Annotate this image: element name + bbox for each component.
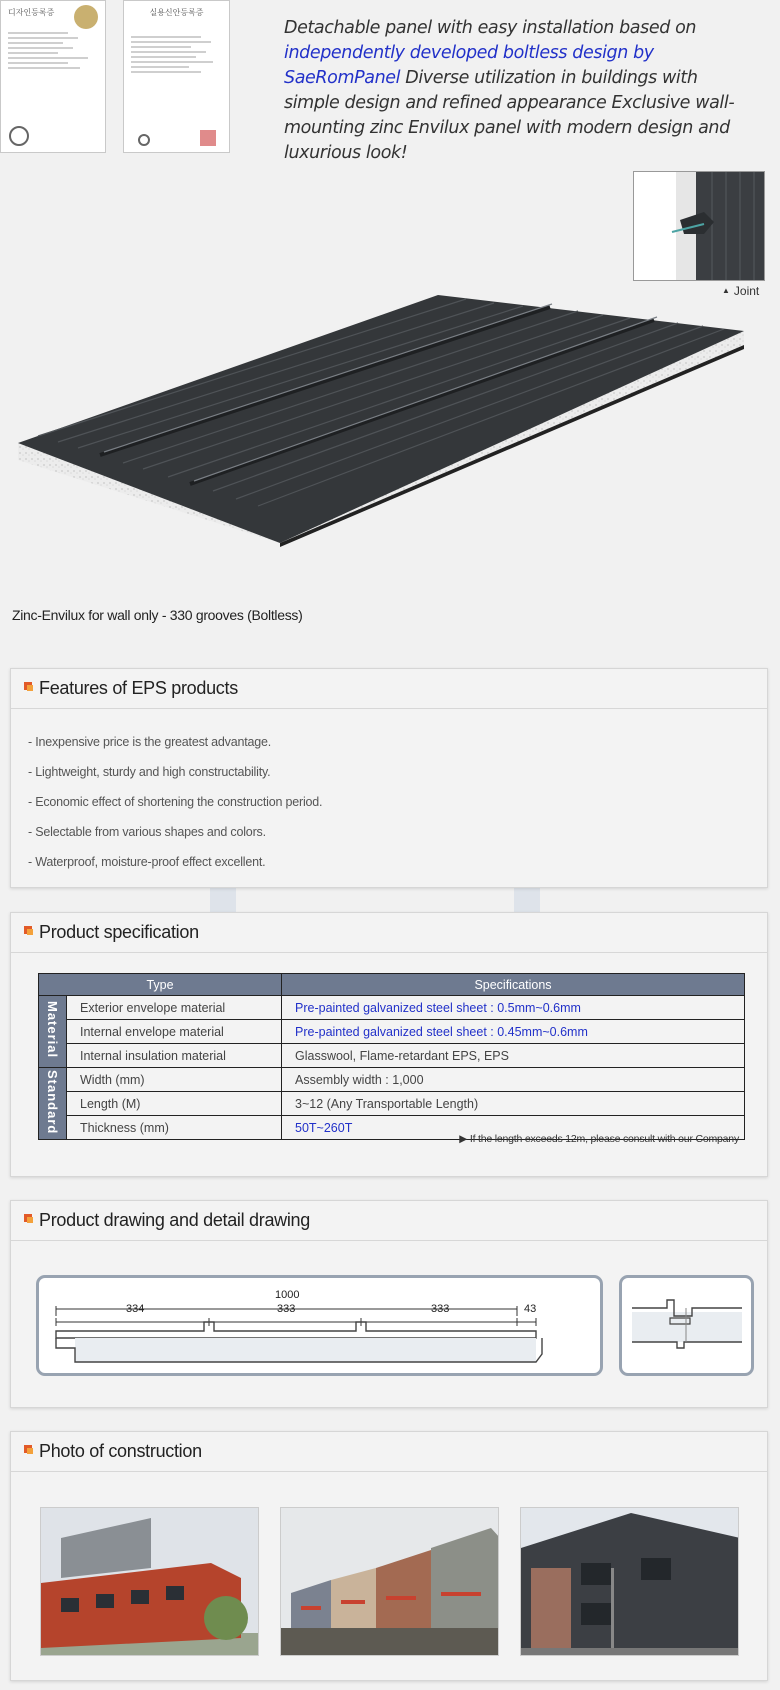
intro-rest: Diverse utilization in buildings with simple design and refined appearance Exclusive wall-mounting zinc Envilux panel with modern design and luxurious look! <box>284 68 735 163</box>
features-title <box>11 669 767 709</box>
table-row <box>39 996 745 1020</box>
section-bullet-icon <box>24 926 32 934</box>
length-note: ▶ If the length exceeds 12m, please consult with our Company <box>459 1133 739 1145</box>
section-title: Product specification <box>39 922 199 942</box>
joint-label: Joint <box>733 284 760 298</box>
row-type: Width (mm) <box>67 1068 282 1092</box>
section-bullet-icon <box>24 1445 32 1453</box>
features-section <box>10 668 768 888</box>
dim-label: 334 <box>126 1303 145 1315</box>
features-list <box>11 709 767 877</box>
dim-total: 1000 <box>275 1289 300 1301</box>
row-value: Pre-painted galvanized steel sheet : 0.45mm~0.6mm <box>282 1020 745 1044</box>
group-material: Material <box>39 996 67 1068</box>
table-row <box>39 1044 745 1068</box>
panel-image <box>18 295 753 590</box>
office-logo-icon <box>9 126 29 146</box>
design-certificate <box>0 0 106 153</box>
panel-caption: Zinc-Envilux for wall only - 330 grooves (Boltless) <box>12 607 303 623</box>
dim-label: 333 <box>431 1303 450 1315</box>
intro-highlight: independently developed boltless design by SaeRomPanel <box>284 43 654 88</box>
row-type: Internal envelope material <box>67 1020 282 1044</box>
type-header: Type <box>39 974 282 996</box>
intro-line: Detachable panel with easy installation based on <box>284 18 697 38</box>
row-value: Glasswool, Flame-retardant EPS, EPS <box>282 1044 745 1068</box>
utility-certificate <box>123 0 230 153</box>
construction-photo <box>280 1507 499 1656</box>
section-title: Features of EPS products <box>39 678 238 698</box>
section-bullet-icon <box>24 682 32 690</box>
section-title: Photo of construction <box>39 1441 202 1461</box>
table-row <box>39 1092 745 1116</box>
joint-detail-image <box>633 171 765 281</box>
intro-text <box>284 16 754 166</box>
certificate-heading: 실용신안등록증 <box>149 8 204 17</box>
product-drawing <box>36 1275 603 1376</box>
group-standard: Standard <box>39 1068 67 1140</box>
list-item: - Inexpensive price is the greatest advantage. <box>28 735 272 749</box>
photos-section <box>10 1431 768 1681</box>
drawing-title <box>11 1201 767 1241</box>
list-item: - Selectable from various shapes and colors. <box>28 825 266 839</box>
section-bullet-icon <box>24 1214 32 1222</box>
spec-table <box>38 973 745 1140</box>
stamp-icon <box>200 130 216 146</box>
row-type: Exterior envelope material <box>67 996 282 1020</box>
row-value: Pre-painted galvanized steel sheet : 0.5mm~0.6mm <box>282 996 745 1020</box>
row-value: 3~12 (Any Transportable Length) <box>282 1092 745 1116</box>
joint-detail-drawing <box>619 1275 754 1376</box>
photos-title <box>11 1432 767 1472</box>
section-title: Product drawing and detail drawing <box>39 1210 310 1230</box>
list-item: - Lightweight, sturdy and high constructability. <box>28 765 271 779</box>
dim-label: 333 <box>277 1303 296 1315</box>
office-logo-icon <box>138 134 150 146</box>
seal-icon <box>74 5 98 29</box>
triangle-up-icon: ▲ <box>722 286 730 295</box>
spec-title <box>11 913 767 953</box>
table-row <box>39 1020 745 1044</box>
list-item: - Waterproof, moisture-proof effect excellent. <box>28 855 266 869</box>
certificate-heading: 디자인등록증 <box>8 8 55 17</box>
spec-header: Specifications <box>282 974 745 996</box>
row-type: Internal insulation material <box>67 1044 282 1068</box>
table-row <box>39 1068 745 1092</box>
construction-photo <box>40 1507 259 1656</box>
list-item: - Economic effect of shortening the construction period. <box>28 795 323 809</box>
dim-label: 43 <box>524 1303 537 1315</box>
drawing-section <box>10 1200 768 1408</box>
row-type: Length (M) <box>67 1092 282 1116</box>
row-value: Assembly width : 1,000 <box>282 1068 745 1092</box>
spec-section <box>10 912 768 1177</box>
construction-photo <box>520 1507 739 1656</box>
row-type: Thickness (mm) <box>67 1116 282 1140</box>
row-value: 50T~260T <box>282 1116 745 1140</box>
